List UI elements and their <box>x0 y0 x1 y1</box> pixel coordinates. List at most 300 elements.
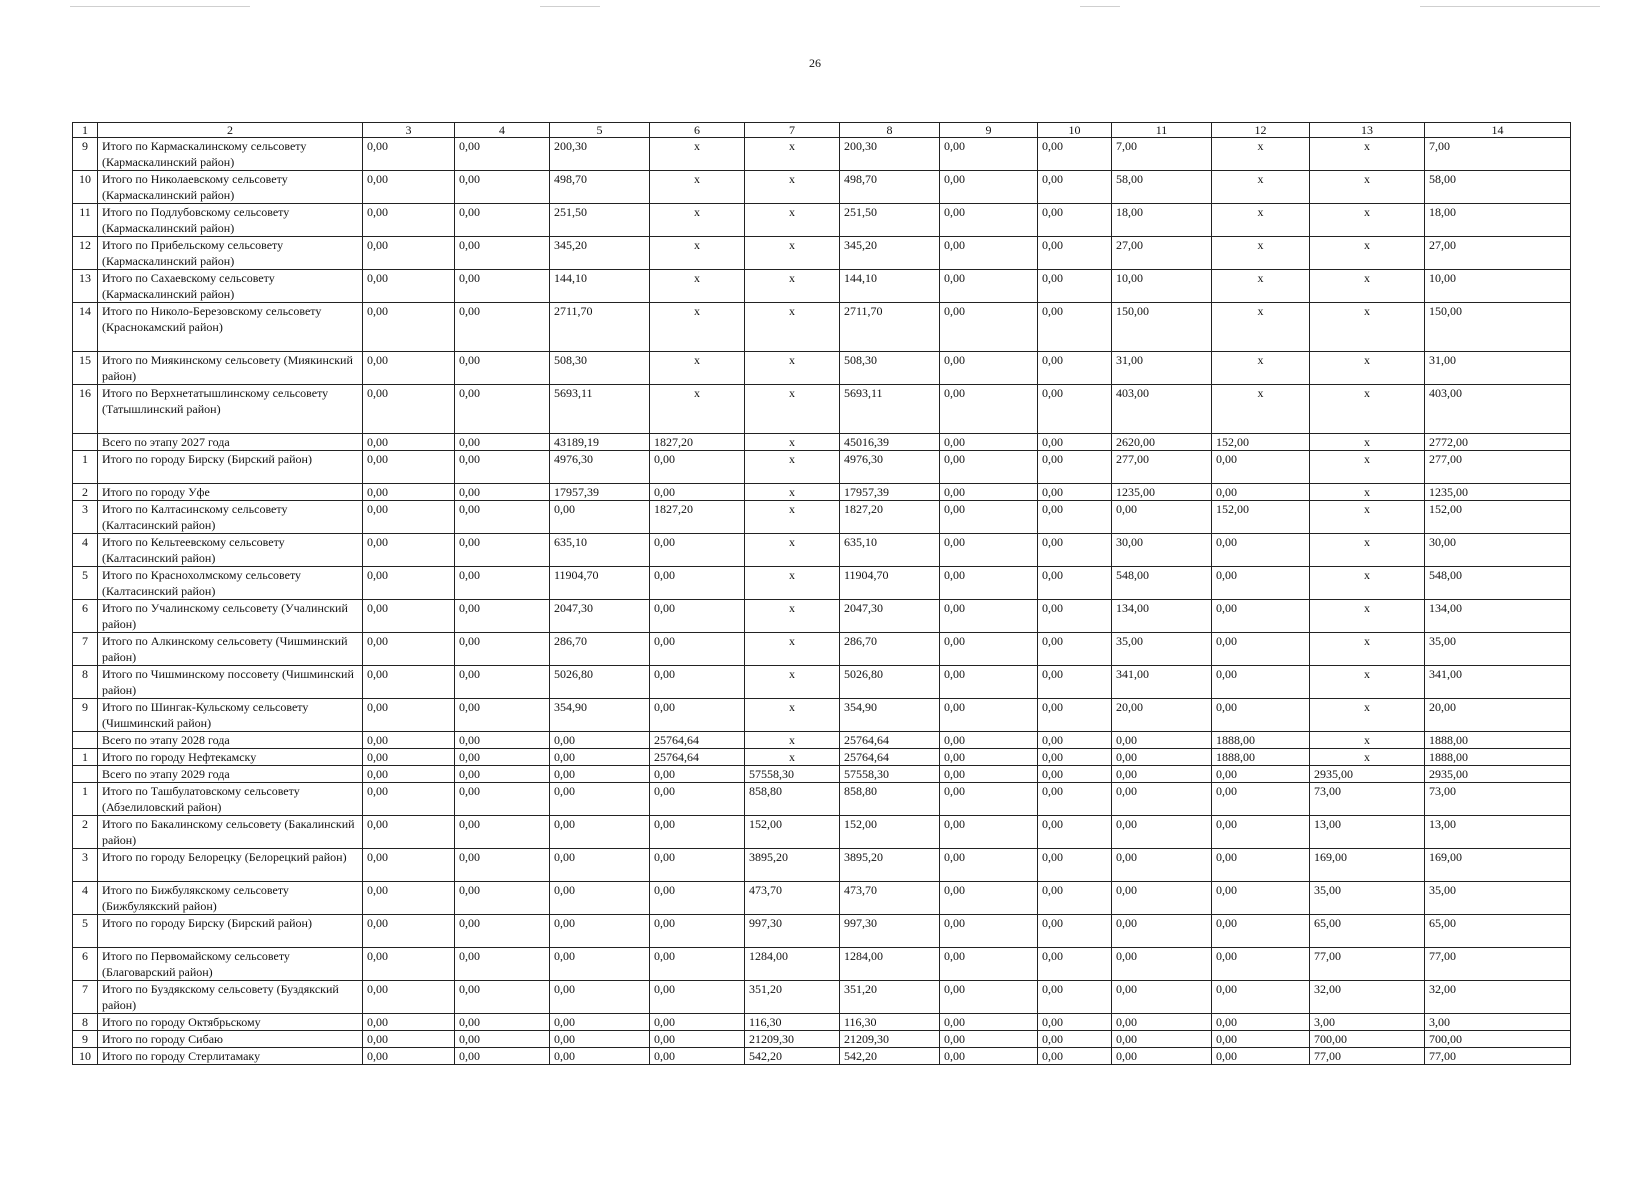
cell-value: 2935,00 <box>1425 766 1571 783</box>
cell-value: 0,00 <box>940 948 1038 981</box>
table-row <box>73 138 1571 171</box>
cell-value: 2620,00 <box>1112 434 1212 451</box>
cell-value: 144,10 <box>550 270 650 303</box>
cell-value: 0,00 <box>455 766 550 783</box>
cell-value: 0,00 <box>1112 948 1212 981</box>
row-name: Итого по Первомайскому сельсовету (Благоварский район) <box>98 948 363 981</box>
cell-value: 354,90 <box>550 699 650 732</box>
cell-value: 0,00 <box>1038 270 1112 303</box>
cell-value: 0,00 <box>1212 451 1310 484</box>
cell-value: 0,00 <box>1112 1031 1212 1048</box>
cell-value: x <box>745 699 840 732</box>
cell-value: 27,00 <box>1112 237 1212 270</box>
column-header: 14 <box>1425 123 1571 138</box>
cell-value: x <box>650 385 745 434</box>
cell-value: 0,00 <box>455 915 550 948</box>
cell-value: 0,00 <box>940 484 1038 501</box>
cell-value: 0,00 <box>1112 1048 1212 1065</box>
cell-value: 0,00 <box>455 783 550 816</box>
cell-value: 0,00 <box>550 749 650 766</box>
row-index: 7 <box>73 981 98 1014</box>
table-row <box>73 204 1571 237</box>
cell-value: x <box>745 138 840 171</box>
cell-value: x <box>745 171 840 204</box>
cell-value: 0,00 <box>363 816 455 849</box>
cell-value: 345,20 <box>550 237 650 270</box>
cell-value: 0,00 <box>1212 1014 1310 1031</box>
table-row <box>73 1048 1571 1065</box>
cell-value: 4976,30 <box>550 451 650 484</box>
column-header: 5 <box>550 123 650 138</box>
table-row <box>73 666 1571 699</box>
cell-value: 0,00 <box>940 915 1038 948</box>
cell-value: 0,00 <box>363 1031 455 1048</box>
table-row <box>73 633 1571 666</box>
cell-value: 0,00 <box>363 567 455 600</box>
cell-value: x <box>1310 204 1425 237</box>
cell-value: x <box>745 303 840 352</box>
cell-value: 0,00 <box>455 948 550 981</box>
cell-value: 0,00 <box>940 666 1038 699</box>
cell-value: 0,00 <box>1038 600 1112 633</box>
cell-value: x <box>1310 270 1425 303</box>
cell-value: 0,00 <box>550 882 650 915</box>
cell-value: 542,20 <box>840 1048 940 1065</box>
cell-value: 20,00 <box>1112 699 1212 732</box>
cell-value: 5026,80 <box>550 666 650 699</box>
cell-value: 286,70 <box>840 633 940 666</box>
cell-value: 0,00 <box>1212 1031 1310 1048</box>
cell-value: 5693,11 <box>840 385 940 434</box>
cell-value: 0,00 <box>1212 915 1310 948</box>
cell-value: 27,00 <box>1425 237 1571 270</box>
cell-value: 18,00 <box>1112 204 1212 237</box>
cell-value: 2047,30 <box>840 600 940 633</box>
cell-value: 0,00 <box>1112 849 1212 882</box>
cell-value: 0,00 <box>1112 1014 1212 1031</box>
cell-value: 17957,39 <box>840 484 940 501</box>
cell-value: 251,50 <box>550 204 650 237</box>
cell-value: 0,00 <box>1212 882 1310 915</box>
row-name: Итого по Чишминскому поссовету (Чишминский район) <box>98 666 363 699</box>
cell-value: 17957,39 <box>550 484 650 501</box>
cell-value: 1888,00 <box>1425 732 1571 749</box>
row-name: Итого по Подлубовскому сельсовету (Кармаскалинский район) <box>98 204 363 237</box>
row-name: Итого по городу Октябрьскому <box>98 1014 363 1031</box>
cell-value: 341,00 <box>1425 666 1571 699</box>
cell-value: x <box>650 171 745 204</box>
cell-value: x <box>745 204 840 237</box>
cell-value: x <box>650 237 745 270</box>
cell-value: x <box>745 501 840 534</box>
cell-value: 0,00 <box>650 1014 745 1031</box>
cell-value: x <box>1310 303 1425 352</box>
cell-value: 0,00 <box>1038 534 1112 567</box>
cell-value: 0,00 <box>1038 1031 1112 1048</box>
cell-value: 0,00 <box>1038 666 1112 699</box>
cell-value: 0,00 <box>650 567 745 600</box>
cell-value: 0,00 <box>940 981 1038 1014</box>
cell-value: x <box>1310 633 1425 666</box>
cell-value: 0,00 <box>650 451 745 484</box>
table-row <box>73 270 1571 303</box>
table-row <box>73 699 1571 732</box>
row-name: Итого по Ташбулатовскому сельсовету (Абзелиловский район) <box>98 783 363 816</box>
cell-value: 0,00 <box>650 816 745 849</box>
column-header: 7 <box>745 123 840 138</box>
cell-value: 5693,11 <box>550 385 650 434</box>
row-index: 3 <box>73 501 98 534</box>
cell-value: 0,00 <box>650 600 745 633</box>
cell-value: 10,00 <box>1112 270 1212 303</box>
cell-value: x <box>745 352 840 385</box>
cell-value: x <box>745 434 840 451</box>
cell-value: 1284,00 <box>840 948 940 981</box>
cell-value: x <box>1310 385 1425 434</box>
cell-value: 116,30 <box>745 1014 840 1031</box>
cell-value: 11904,70 <box>840 567 940 600</box>
cell-value: 58,00 <box>1112 171 1212 204</box>
row-name: Итого по городу Стерлитамаку <box>98 1048 363 1065</box>
cell-value: 0,00 <box>1038 1014 1112 1031</box>
row-index: 6 <box>73 600 98 633</box>
row-index: 10 <box>73 171 98 204</box>
row-index: 10 <box>73 1048 98 1065</box>
row-index <box>73 766 98 783</box>
cell-value: 152,00 <box>1212 434 1310 451</box>
cell-value: 0,00 <box>550 766 650 783</box>
table-row <box>73 882 1571 915</box>
cell-value: 77,00 <box>1310 1048 1425 1065</box>
row-name: Итого по городу Уфе <box>98 484 363 501</box>
cell-value: 0,00 <box>455 451 550 484</box>
cell-value: 1827,20 <box>840 501 940 534</box>
cell-value: 403,00 <box>1425 385 1571 434</box>
cell-value: 0,00 <box>1038 699 1112 732</box>
cell-value: 0,00 <box>1212 534 1310 567</box>
row-name: Итого по Краснохолмскому сельсовету (Калтасинский район) <box>98 567 363 600</box>
row-index: 2 <box>73 816 98 849</box>
cell-value: 25764,64 <box>840 749 940 766</box>
table-row <box>73 484 1571 501</box>
row-name: Итого по Верхнетатышлинскому сельсовету (Татышлинский район) <box>98 385 363 434</box>
cell-value: 25764,64 <box>840 732 940 749</box>
cell-value: 0,00 <box>1212 766 1310 783</box>
cell-value: 0,00 <box>940 732 1038 749</box>
table-row <box>73 385 1571 434</box>
cell-value: 0,00 <box>1212 849 1310 882</box>
cell-value: 403,00 <box>1112 385 1212 434</box>
cell-value: 0,00 <box>550 948 650 981</box>
table-row <box>73 237 1571 270</box>
cell-value: x <box>1212 204 1310 237</box>
cell-value: 997,30 <box>840 915 940 948</box>
cell-value: 77,00 <box>1310 948 1425 981</box>
cell-value: 0,00 <box>1038 171 1112 204</box>
cell-value: 700,00 <box>1425 1031 1571 1048</box>
row-index: 14 <box>73 303 98 352</box>
cell-value: 0,00 <box>363 783 455 816</box>
cell-value: 0,00 <box>1112 882 1212 915</box>
cell-value: 200,30 <box>840 138 940 171</box>
row-index: 9 <box>73 1031 98 1048</box>
cell-value: 0,00 <box>940 1014 1038 1031</box>
cell-value: 354,90 <box>840 699 940 732</box>
cell-value: 498,70 <box>840 171 940 204</box>
cell-value: x <box>1212 171 1310 204</box>
table-row <box>73 981 1571 1014</box>
cell-value: 341,00 <box>1112 666 1212 699</box>
table-row <box>73 732 1571 749</box>
cell-value: 77,00 <box>1425 948 1571 981</box>
cell-value: 0,00 <box>940 501 1038 534</box>
cell-value: 508,30 <box>840 352 940 385</box>
cell-value: 35,00 <box>1425 882 1571 915</box>
cell-value: 150,00 <box>1112 303 1212 352</box>
cell-value: 0,00 <box>455 484 550 501</box>
row-index: 1 <box>73 749 98 766</box>
table-row <box>73 352 1571 385</box>
cell-value: 0,00 <box>650 981 745 1014</box>
cell-value: x <box>745 567 840 600</box>
cell-value: 0,00 <box>1112 816 1212 849</box>
cell-value: 0,00 <box>363 484 455 501</box>
cell-value: 20,00 <box>1425 699 1571 732</box>
cell-value: 0,00 <box>1038 138 1112 171</box>
cell-value: 0,00 <box>455 633 550 666</box>
row-index: 2 <box>73 484 98 501</box>
cell-value: 0,00 <box>455 849 550 882</box>
cell-value: 11904,70 <box>550 567 650 600</box>
table-row <box>73 1031 1571 1048</box>
row-index: 6 <box>73 948 98 981</box>
cell-value: 0,00 <box>940 138 1038 171</box>
row-name: Итого по Калтасинскому сельсовету (Калтасинский район) <box>98 501 363 534</box>
cell-value: 73,00 <box>1310 783 1425 816</box>
cell-value: 0,00 <box>363 849 455 882</box>
cell-value: 0,00 <box>940 303 1038 352</box>
cell-value: 13,00 <box>1310 816 1425 849</box>
table-row <box>73 1014 1571 1031</box>
cell-value: 1888,00 <box>1425 749 1571 766</box>
cell-value: 858,80 <box>745 783 840 816</box>
cell-value: 0,00 <box>1212 633 1310 666</box>
cell-value: 0,00 <box>1038 749 1112 766</box>
cell-value: 0,00 <box>1112 732 1212 749</box>
cell-value: 0,00 <box>363 171 455 204</box>
cell-value: 0,00 <box>363 434 455 451</box>
row-index: 13 <box>73 270 98 303</box>
row-name: Всего по этапу 2029 года <box>98 766 363 783</box>
cell-value: 65,00 <box>1310 915 1425 948</box>
cell-value: 32,00 <box>1425 981 1571 1014</box>
cell-value: x <box>745 385 840 434</box>
cell-value: x <box>1212 270 1310 303</box>
cell-value: 0,00 <box>650 766 745 783</box>
cell-value: 0,00 <box>940 451 1038 484</box>
cell-value: 351,20 <box>840 981 940 1014</box>
table-row <box>73 534 1571 567</box>
cell-value: 0,00 <box>550 783 650 816</box>
cell-value: 0,00 <box>1212 567 1310 600</box>
cell-value: x <box>745 749 840 766</box>
cell-value: 4976,30 <box>840 451 940 484</box>
cell-value: x <box>1310 534 1425 567</box>
cell-value: 0,00 <box>363 138 455 171</box>
cell-value: 0,00 <box>1038 816 1112 849</box>
cell-value: 508,30 <box>550 352 650 385</box>
cell-value: 0,00 <box>363 303 455 352</box>
cell-value: x <box>745 237 840 270</box>
row-index: 11 <box>73 204 98 237</box>
cell-value: x <box>1310 666 1425 699</box>
cell-value: x <box>1310 732 1425 749</box>
cell-value: 0,00 <box>1112 501 1212 534</box>
table-row <box>73 948 1571 981</box>
cell-value: 997,30 <box>745 915 840 948</box>
cell-value: 277,00 <box>1425 451 1571 484</box>
cell-value: 0,00 <box>455 385 550 434</box>
cell-value: 0,00 <box>940 385 1038 434</box>
cell-value: x <box>1310 699 1425 732</box>
cell-value: 0,00 <box>1038 915 1112 948</box>
cell-value: 0,00 <box>363 882 455 915</box>
cell-value: 25764,64 <box>650 749 745 766</box>
cell-value: 57558,30 <box>840 766 940 783</box>
cell-value: 1827,20 <box>650 434 745 451</box>
cell-value: 0,00 <box>1038 352 1112 385</box>
cell-value: 0,00 <box>1112 783 1212 816</box>
row-name: Итого по Бакалинскому сельсовету (Бакалинский район) <box>98 816 363 849</box>
cell-value: x <box>1212 237 1310 270</box>
cell-value: 0,00 <box>1038 783 1112 816</box>
cell-value: x <box>650 270 745 303</box>
cell-value: 0,00 <box>550 732 650 749</box>
cell-value: 0,00 <box>1038 484 1112 501</box>
table-row <box>73 303 1571 352</box>
row-index: 9 <box>73 699 98 732</box>
cell-value: 635,10 <box>840 534 940 567</box>
cell-value: 0,00 <box>650 1031 745 1048</box>
cell-value: 0,00 <box>940 434 1038 451</box>
scan-artifact-line <box>1080 6 1120 7</box>
cell-value: 0,00 <box>1112 915 1212 948</box>
row-name: Итого по Николо-Березовскому сельсовету (Краснокамский район) <box>98 303 363 352</box>
cell-value: 134,00 <box>1112 600 1212 633</box>
cell-value: 0,00 <box>363 1048 455 1065</box>
cell-value: 0,00 <box>455 171 550 204</box>
page-number: 26 <box>809 56 821 70</box>
cell-value: x <box>1310 451 1425 484</box>
cell-value: 0,00 <box>1212 816 1310 849</box>
cell-value: x <box>1212 352 1310 385</box>
table-row <box>73 849 1571 882</box>
cell-value: 0,00 <box>1038 204 1112 237</box>
cell-value: 0,00 <box>455 352 550 385</box>
cell-value: 0,00 <box>455 434 550 451</box>
cell-value: 152,00 <box>1212 501 1310 534</box>
row-name: Итого по городу Бирску (Бирский район) <box>98 915 363 948</box>
column-header: 13 <box>1310 123 1425 138</box>
cell-value: x <box>745 484 840 501</box>
row-name: Итого по Прибельскому сельсовету (Кармаскалинский район) <box>98 237 363 270</box>
cell-value: 0,00 <box>1038 633 1112 666</box>
cell-value: 73,00 <box>1425 783 1571 816</box>
row-name: Итого по городу Белорецку (Белорецкий район) <box>98 849 363 882</box>
cell-value: 0,00 <box>363 666 455 699</box>
cell-value: 43189,19 <box>550 434 650 451</box>
row-index: 1 <box>73 451 98 484</box>
cell-value: 0,00 <box>455 600 550 633</box>
row-name: Итого по городу Нефтекамску <box>98 749 363 766</box>
cell-value: 0,00 <box>550 501 650 534</box>
column-header: 3 <box>363 123 455 138</box>
cell-value: 0,00 <box>363 204 455 237</box>
cell-value: x <box>1310 749 1425 766</box>
row-name: Итого по Буздякскому сельсовету (Буздякский район) <box>98 981 363 1014</box>
cell-value: 30,00 <box>1425 534 1571 567</box>
cell-value: 0,00 <box>1112 981 1212 1014</box>
cell-value: 498,70 <box>550 171 650 204</box>
cell-value: 0,00 <box>940 204 1038 237</box>
cell-value: 0,00 <box>1038 849 1112 882</box>
cell-value: 0,00 <box>1212 1048 1310 1065</box>
cell-value: 0,00 <box>940 849 1038 882</box>
cell-value: 251,50 <box>840 204 940 237</box>
cell-value: 10,00 <box>1425 270 1571 303</box>
cell-value: x <box>745 732 840 749</box>
cell-value: 0,00 <box>940 816 1038 849</box>
cell-value: 0,00 <box>1038 1048 1112 1065</box>
cell-value: 0,00 <box>940 270 1038 303</box>
cell-value: x <box>650 352 745 385</box>
cell-value: 0,00 <box>363 915 455 948</box>
row-name: Итого по городу Сибаю <box>98 1031 363 1048</box>
table-row <box>73 816 1571 849</box>
row-name: Итого по Николаевскому сельсовету (Кармаскалинский район) <box>98 171 363 204</box>
cell-value: x <box>1310 600 1425 633</box>
cell-value: x <box>745 534 840 567</box>
cell-value: 0,00 <box>1112 766 1212 783</box>
row-index: 12 <box>73 237 98 270</box>
cell-value: x <box>650 303 745 352</box>
cell-value: x <box>1212 303 1310 352</box>
cell-value: 0,00 <box>1038 451 1112 484</box>
cell-value: 31,00 <box>1425 352 1571 385</box>
cell-value: 18,00 <box>1425 204 1571 237</box>
row-index: 5 <box>73 567 98 600</box>
table-row <box>73 434 1571 451</box>
cell-value: 0,00 <box>650 1048 745 1065</box>
cell-value: 0,00 <box>455 204 550 237</box>
cell-value: 0,00 <box>1112 749 1212 766</box>
row-name: Всего по этапу 2027 года <box>98 434 363 451</box>
cell-value: 0,00 <box>550 816 650 849</box>
cell-value: 2772,00 <box>1425 434 1571 451</box>
cell-value: 1888,00 <box>1212 732 1310 749</box>
cell-value: 0,00 <box>1038 385 1112 434</box>
cell-value: 0,00 <box>940 766 1038 783</box>
cell-value: 0,00 <box>650 915 745 948</box>
cell-value: 0,00 <box>940 534 1038 567</box>
cell-value: 0,00 <box>1038 501 1112 534</box>
cell-value: 0,00 <box>940 352 1038 385</box>
cell-value: 45016,39 <box>840 434 940 451</box>
cell-value: x <box>1310 237 1425 270</box>
cell-value: 13,00 <box>1425 816 1571 849</box>
row-name: Итого по Алкинскому сельсовету (Чишминский район) <box>98 633 363 666</box>
column-header: 6 <box>650 123 745 138</box>
